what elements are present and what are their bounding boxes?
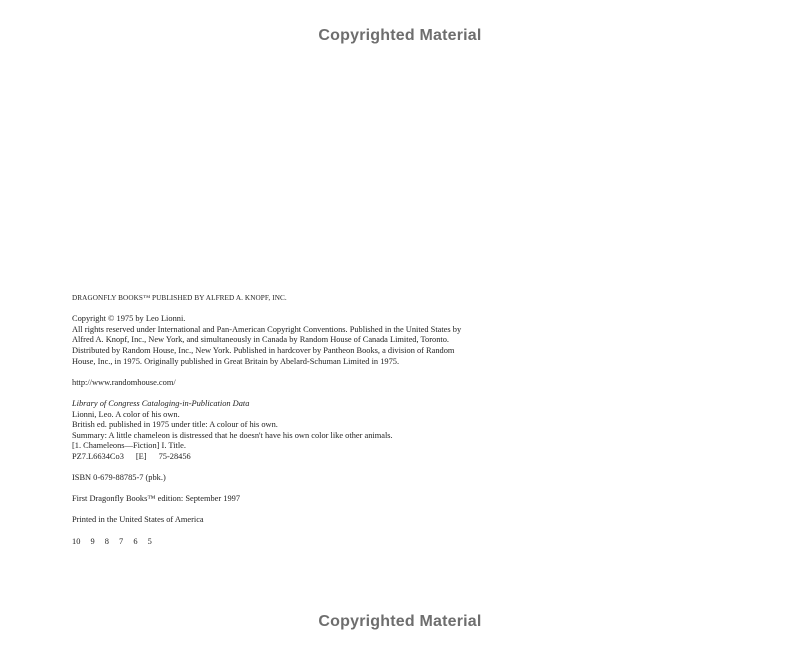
- rights-line: House, Inc., in 1975. Originally published in Great Britain by Abelard-Schuman Limited in 1975.: [72, 356, 400, 366]
- cip-line: British ed. published in 1975 under title: A colour of his own.: [72, 420, 278, 430]
- cip-line: Summary: A little chameleon is distressed that he doesn't have his own color like other animals.: [72, 430, 393, 440]
- printed-in: Printed in the United States of America: [72, 515, 204, 525]
- print-line: 10 9 8 7 6 5: [72, 536, 152, 546]
- publisher-imprint: DRAGONFLY BOOKS™ PUBLISHED BY ALFRED A. KNOPF, INC.: [72, 294, 287, 302]
- cip-classification: PZ7.L6634Co3: [72, 451, 124, 461]
- rights-line: Alfred A. Knopf, Inc., New York, and simultaneously in Canada by Random House of Canada Limited, Toronto.: [72, 335, 450, 345]
- cip-category: [E]: [135, 451, 147, 461]
- cip-classification-line: [72, 452, 502, 463]
- rights-line: Distributed by Random House, Inc., New York. Published in hardcover by Pantheon Books, a division of Random: [72, 345, 455, 355]
- cip-line: Lionni, Leo. A color of his own.: [72, 409, 180, 419]
- watermark-top: Copyrighted Material: [318, 27, 482, 44]
- publisher-url: http://www.randomhouse.com/: [72, 377, 176, 387]
- rights-line: All rights reserved under International and Pan-American Copyright Conventions. Published in the United States by: [72, 324, 462, 334]
- cip-line: [1. Chameleons—Fiction] I. Title.: [72, 441, 186, 451]
- copyright-notice: Copyright © 1975 by Leo Lionni.: [72, 314, 186, 324]
- watermark-bottom: Copyrighted Material: [318, 613, 482, 630]
- copyright-page: [72, 293, 502, 547]
- cip-lccn: 75-28456: [158, 451, 191, 461]
- isbn: ISBN 0-679-88785-7 (pbk.): [72, 473, 166, 483]
- cip-title: Library of Congress Cataloging-in-Publication Data: [72, 398, 250, 408]
- edition-note: First Dragonfly Books™ edition: September 1997: [72, 494, 241, 504]
